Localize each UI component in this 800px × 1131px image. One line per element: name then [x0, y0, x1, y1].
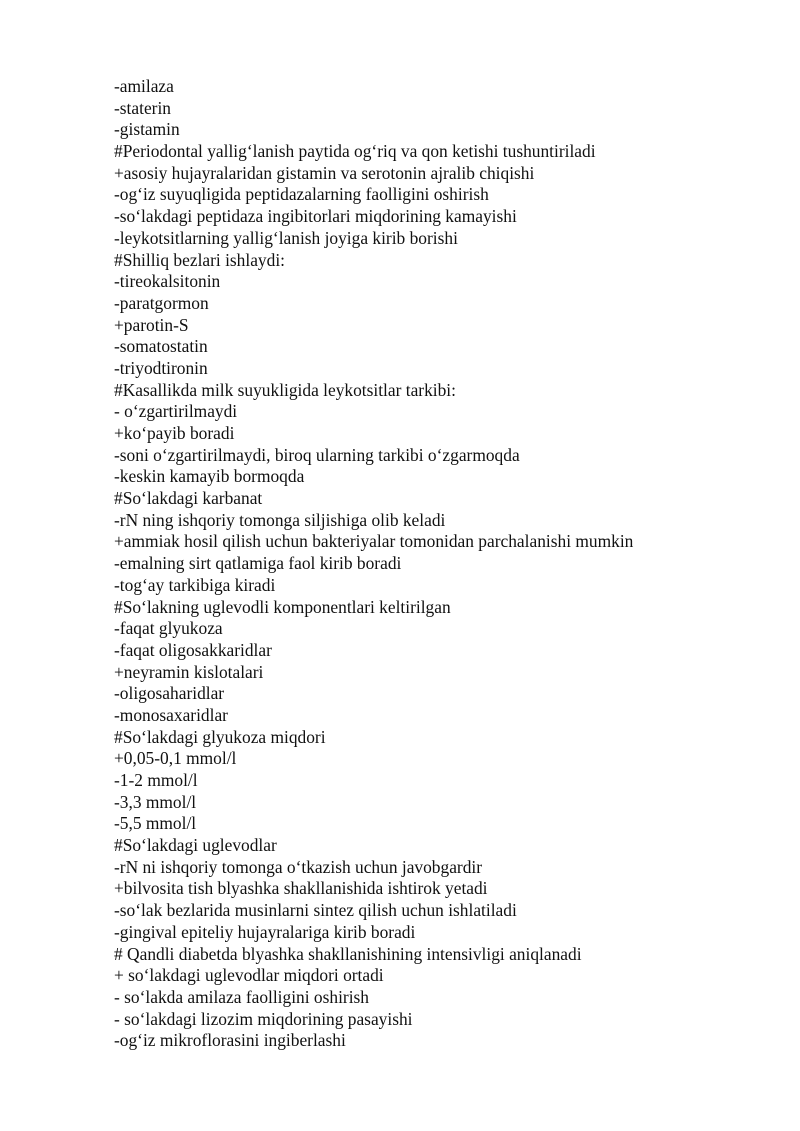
question-line: #So‘lakdagi uglevodlar: [114, 835, 277, 856]
answer-option: -og‘iz suyuqligida peptidazalarning faolligini oshirish: [114, 184, 489, 205]
answer-option: -og‘iz mikroflorasini ingiberlashi: [114, 1030, 346, 1051]
correct-answer: +0,05-0,1 mmol/l: [114, 748, 237, 769]
question-line: #So‘lakdagi glyukoza miqdori: [114, 726, 326, 747]
answer-option: -emalning sirt qatlamiga faol kirib boradi: [114, 553, 402, 574]
answer-option: -somatostatin: [114, 336, 208, 357]
correct-answer: +neyramin kislotalari: [114, 661, 264, 682]
answer-option: -oligosaharidlar: [114, 683, 225, 704]
answer-option: -rN ni ishqoriy tomonga o‘tkazish uchun javobgardir: [114, 856, 483, 877]
text-lines: [114, 76, 754, 1052]
answer-option: - o‘zgartirilmaydi: [114, 401, 238, 422]
answer-option: -1-2 mmol/l: [114, 770, 198, 790]
answer-option: -paratgormon: [114, 292, 209, 313]
question-line: #So‘lakdagi karbanat: [114, 488, 263, 509]
question-line: # Qandli diabetda blyashka shakllanishining intensivligi aniqlanadi: [114, 943, 582, 964]
answer-option: -keskin kamayib bormoqda: [114, 466, 305, 487]
question-line: #Shilliq bezlari ishlaydi:: [114, 249, 285, 270]
answer-option: -3,3 mmol/l: [114, 791, 197, 812]
answer-option: -tireokalsitonin: [114, 271, 221, 292]
answer-option: -monosaxaridlar: [114, 704, 228, 725]
correct-answer: + so‘lakdagi uglevodlar miqdori ortadi: [114, 965, 384, 986]
answer-option: -amilaza: [114, 76, 174, 96]
answer-option: -rN ning ishqoriy tomonga siljishiga olib keladi: [114, 509, 446, 530]
answer-option: -gingival epiteliy hujayralariga kirib boradi: [114, 921, 416, 942]
correct-answer: +parotin-S: [114, 314, 189, 335]
question-line: #So‘lakning uglevodli komponentlari keltirilgan: [114, 596, 451, 617]
answer-option: -leykotsitlarning yallig‘lanish joyiga kirib borishi: [114, 227, 458, 248]
correct-answer: +ko‘payib boradi: [114, 423, 235, 443]
answer-option: -so‘lakdagi peptidaza ingibitorlari miqdorining kamayishi: [114, 206, 517, 227]
answer-option: - so‘lakdagi lizozim miqdorining pasayishi: [114, 1008, 413, 1029]
correct-answer: +asosiy hujayralaridan gistamin va serotonin ajralib chiqishi: [114, 162, 535, 183]
answer-option: -triyodtironin: [114, 357, 208, 378]
answer-option: - so‘lakda amilaza faolligini oshirish: [114, 986, 369, 1007]
correct-answer: +ammiak hosil qilish uchun bakteriyalar tomonidan parchalanishi mumkin: [114, 531, 634, 552]
answer-option: -gistamin: [114, 119, 180, 140]
answer-option: -so‘lak bezlarida musinlarni sintez qilish uchun ishlatiladi: [114, 900, 517, 921]
answer-option: -soni o‘zgartirilmaydi, biroq ularning tarkibi o‘zgarmoqda: [114, 444, 520, 465]
question-line: #Periodontal yallig‘lanish paytida og‘riq va qon ketishi tushuntiriladi: [114, 141, 596, 162]
answer-option: -5,5 mmol/l: [114, 813, 197, 834]
answer-option: -faqat glyukoza: [114, 618, 223, 639]
answer-option: -faqat oligosakkaridlar: [114, 639, 272, 660]
answer-option: -tog‘ay tarkibiga kiradi: [114, 574, 276, 595]
question-line: #Kasallikda milk suyukligida leykotsitlar tarkibi:: [114, 379, 456, 400]
correct-answer: +bilvosita tish blyashka shakllanishida ishtirok yetadi: [114, 878, 488, 899]
answer-option: -staterin: [114, 97, 171, 118]
